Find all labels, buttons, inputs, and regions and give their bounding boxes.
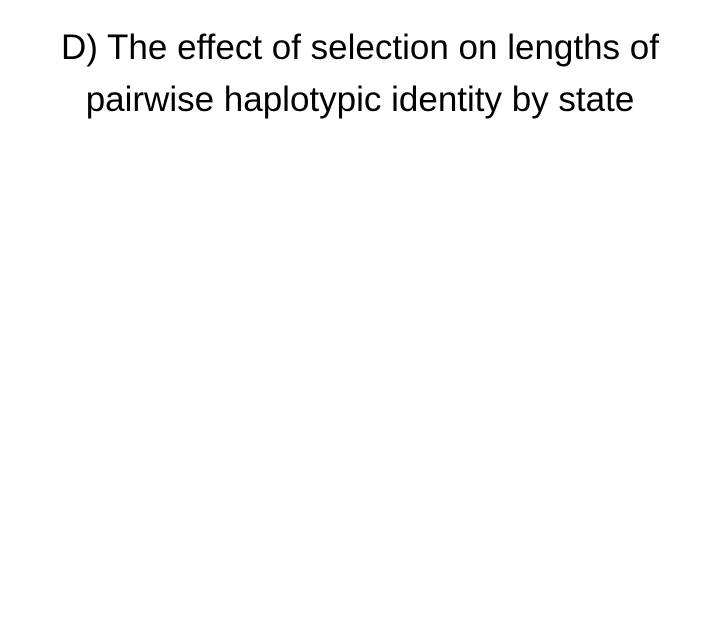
slide-title-line-2: pairwise haplotypic identity by state (85, 80, 635, 119)
slide-title-line-1: D) The effect of selection on lengths of (61, 28, 659, 67)
slide-title (10, 22, 710, 126)
